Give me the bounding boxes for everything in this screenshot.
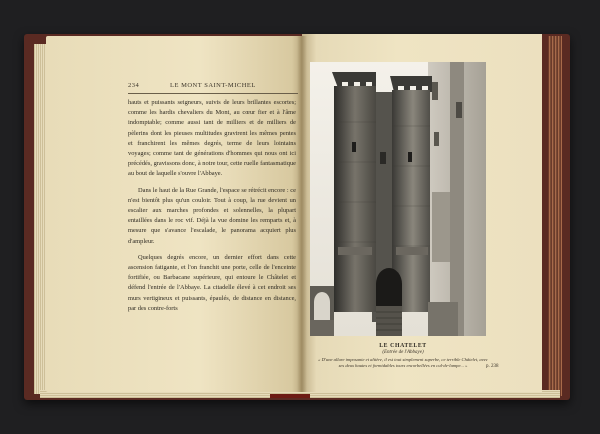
caption-quote: « D'une allure imposante et altière, il est tout simplement superbe, ce terrible Châtelet, avec ses deux hautes et formidables tours encorbellées en cul-de-lampe... » <box>318 357 488 368</box>
left-page-text <box>128 98 296 314</box>
photo-plate-chatelet <box>310 62 486 336</box>
book-gutter <box>297 36 307 392</box>
paragraph: Quelques degrés encore, un dernier effort dans cette ascension fatigante, et l'on franchit une porte, celle de l'enceinte fortifiée, ou Barbacane supérieure, qui entoure le Châtelet et défend l'entrée de l'Abbaye. La citadelle élevé à cet endroit ses murs vertigineux et puissants, épaulés, de distance en distance, par des contre-forts <box>128 253 296 312</box>
bookmark-ribbon <box>270 394 310 398</box>
header-rule <box>128 93 298 94</box>
paragraph: hauts et puissants seigneurs, suivis de leurs brillantes escortes; comme les hardis chevaliers du Mont, au cœur fier et à l'âme indomptable; comme aussi tant de milliers et de milliers de pèlerins dont les pieuses multitudes gravirent les mêmes pentes et franchirent les mêmes degrés, terme de leurs lointains voyages; comme tant de générations d'hommes qui nous ont ici précédés, gravissons donc, à notre tour, cette ruelle fantasmatique au bout de laquelle s'ouvre l'Abbaye. <box>128 99 296 178</box>
paragraph: Dans le haut de la Rue Grande, l'espace se rétrécit encore : ce n'est bientôt plus qu'un couloir. Tout à coup, la rue devient un escalier aux marches profondes et solennelles, la plupart entaillées dans le roc vif. Déjà la vue domine les remparts et, à mesure que s'avance l'escalade, le panorama acquiert plus d'ampleur. <box>128 186 296 245</box>
caption-subtitle: (Entrée de l'Abbaye) <box>382 350 424 355</box>
page-block-right-edge <box>548 36 562 396</box>
running-head-title: LE MONT SAINT-MICHEL <box>170 82 256 89</box>
chatelet-illustration <box>310 62 486 336</box>
caption-page-reference: p. 238 <box>486 364 499 369</box>
page-number: 234 <box>128 82 140 89</box>
caption-title: LE CHATELET <box>379 343 427 349</box>
